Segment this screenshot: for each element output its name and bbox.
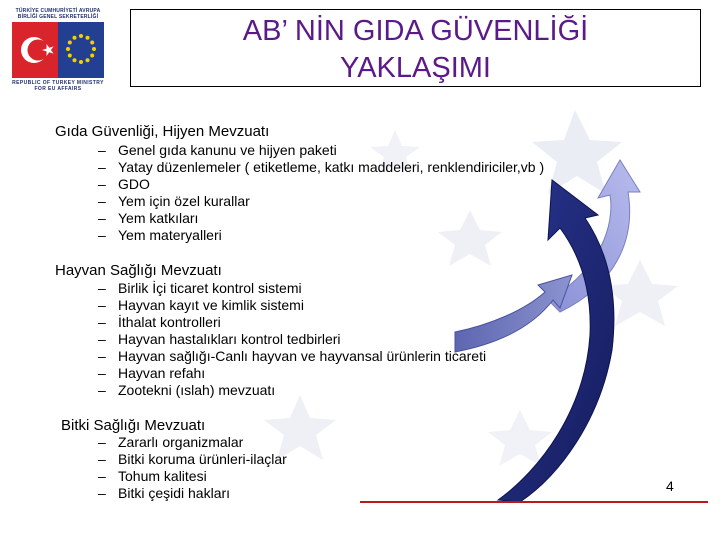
title-line-1: AB’ NİN GIDA GÜVENLİĞİ: [242, 15, 589, 47]
section-title-plant-health: Bitki Sağlığı Mevzuatı: [61, 417, 206, 434]
logo-bottom-text: REPUBLIC OF TURKEY MINISTRY FOR EU AFFAIRS: [12, 80, 104, 92]
section-title-animal-health: Hayvan Sağlığı Mevzuatı: [55, 262, 222, 279]
footer-accent-line: [360, 501, 708, 503]
section-title-food-safety: Gıda Güvenliği, Hijyen Mevzuatı: [55, 123, 270, 140]
page-number: 4: [666, 478, 674, 494]
title-line-2: YAKLAŞIMI: [340, 52, 491, 84]
logo-top-text: TÜRKİYE CUMHURİYETİ AVRUPA BİRLİĞİ GENEL SEKRETERLİĞİ: [15, 8, 101, 20]
content-area: Gıda Güvenliği, Hijyen Mevzuatı – Genel gıda kanunu ve hijyen paketi – Yatay düzenlemeler ( etiketleme, katkı maddeleri, renklendiriciler,vb ) – GDO – Yem için özel kurallar – Yem katkıları – Yem materyalleri Hayvan Sağlığı Mevzuatı – Birlik İçi ticaret kontrol sistemi – Hayvan kayıt ve kimlik sistemi – İthalat kontrolleri – Hayvan hastalıkları kontrol tedbirleri – Hayvan sağlığı-Canlı hayvan ve hayvansal ürünlerin ticareti – Hayvan refahı – Zootekni (ıslah) mevzuatı Bitki Sağlığı Mevzuatı – Zararlı organizmalar – Bitki koruma ürünleri-ilaçlar – Tohum kalitesi – Bitki çeşidi hakları: [55, 123, 545, 501]
